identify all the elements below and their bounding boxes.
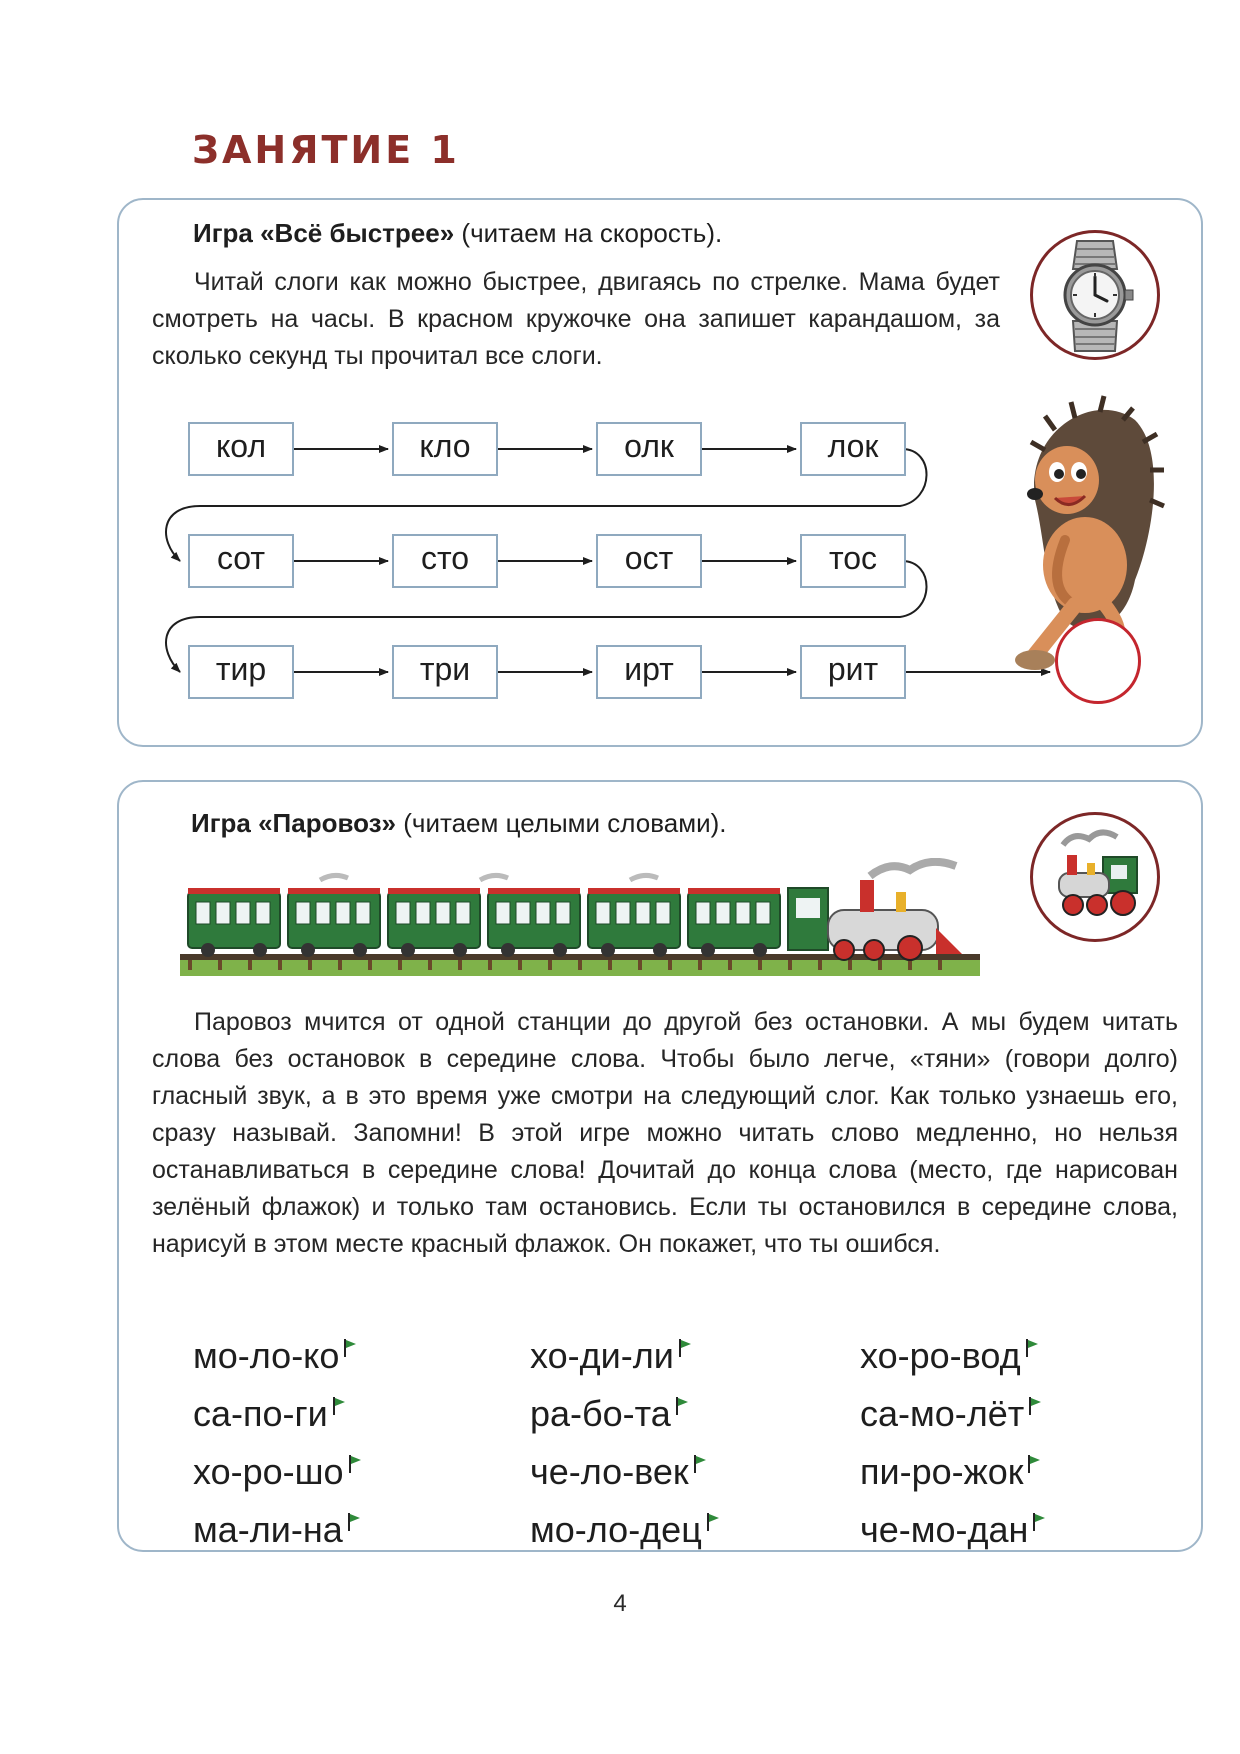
game-locomotive-title: Игра «Паровоз» (читаем целыми словами). — [191, 808, 727, 838]
time-result-circle[interactable] — [1055, 618, 1141, 704]
green-flag-icon — [1025, 1339, 1039, 1357]
game-fast-reading-instructions: Читай слоги как можно быстрее, двигаясь по стрелке. Мама будет смотреть на часы. В красном кружочке она запишет карандашом, за сколько секунд ты прочитал все слоги. — [152, 268, 1000, 370]
syllable-card: три — [392, 645, 498, 699]
word-item: че-ло-век — [530, 1451, 707, 1493]
green-flag-icon — [678, 1339, 692, 1357]
syllable-card: олк — [596, 422, 702, 476]
syllable-card: лок — [800, 422, 906, 476]
syllable-card: рит — [800, 645, 906, 699]
word-item: са-по-ги — [193, 1393, 346, 1435]
word-item: ма-ли-на — [193, 1509, 361, 1551]
syllable-card: кло — [392, 422, 498, 476]
syllable-card: сот — [188, 534, 294, 588]
page-number: 4 — [613, 1590, 627, 1617]
word-item: че-мо-дан — [860, 1509, 1046, 1551]
word-item: мо-ло-ко — [193, 1335, 357, 1377]
green-flag-icon — [675, 1397, 689, 1415]
syllable-card: ост — [596, 534, 702, 588]
green-flag-icon — [348, 1455, 362, 1473]
locomotive-icon — [1030, 812, 1160, 942]
word-item: са-мо-лёт — [860, 1393, 1042, 1435]
green-flag-icon — [1027, 1455, 1041, 1473]
game-fast-reading-title: Игра «Всё быстрее» (читаем на скорость). — [193, 218, 723, 248]
green-flag-icon — [706, 1513, 720, 1531]
syllable-card: сто — [392, 534, 498, 588]
word-item: пи-ро-жок — [860, 1451, 1041, 1493]
syllable-card: тос — [800, 534, 906, 588]
word-item: хо-ро-шо — [193, 1451, 362, 1493]
syllable-card: ирт — [596, 645, 702, 699]
syllable-card: кол — [188, 422, 294, 476]
green-flag-icon — [347, 1513, 361, 1531]
word-item: ра-бо-та — [530, 1393, 689, 1435]
green-flag-icon — [332, 1397, 346, 1415]
green-flag-icon — [343, 1339, 357, 1357]
word-item: хо-ро-вод — [860, 1335, 1039, 1377]
green-flag-icon — [693, 1455, 707, 1473]
train-illustration — [180, 858, 980, 978]
word-item: мо-ло-дец — [530, 1509, 720, 1551]
lesson-title: ЗАНЯТИЕ 1 — [192, 128, 460, 172]
green-flag-icon — [1032, 1513, 1046, 1531]
word-item: хо-ди-ли — [530, 1335, 692, 1377]
game-locomotive-instructions: Паровоз мчится от одной станции до другой без остановки. А мы будем читать слова без остановок в середине слова. Чтобы было легче, «тяни» (говори долго) гласный звук, а в это время уже смотри на следующий слог. Как только узнаешь его, сразу называй. Запомни! В этой игре можно читать слово медленно, но нельзя останавливаться в середине слова! Дочитай до конца слова (место, где нарисован зелёный флажок) и только там остановись. Если ты остановился в середине слова, нарисуй в этом месте красный флажок. Он покажет, что ты ошибся. — [152, 1008, 1178, 1258]
green-flag-icon — [1028, 1397, 1042, 1415]
syllable-card: тир — [188, 645, 294, 699]
